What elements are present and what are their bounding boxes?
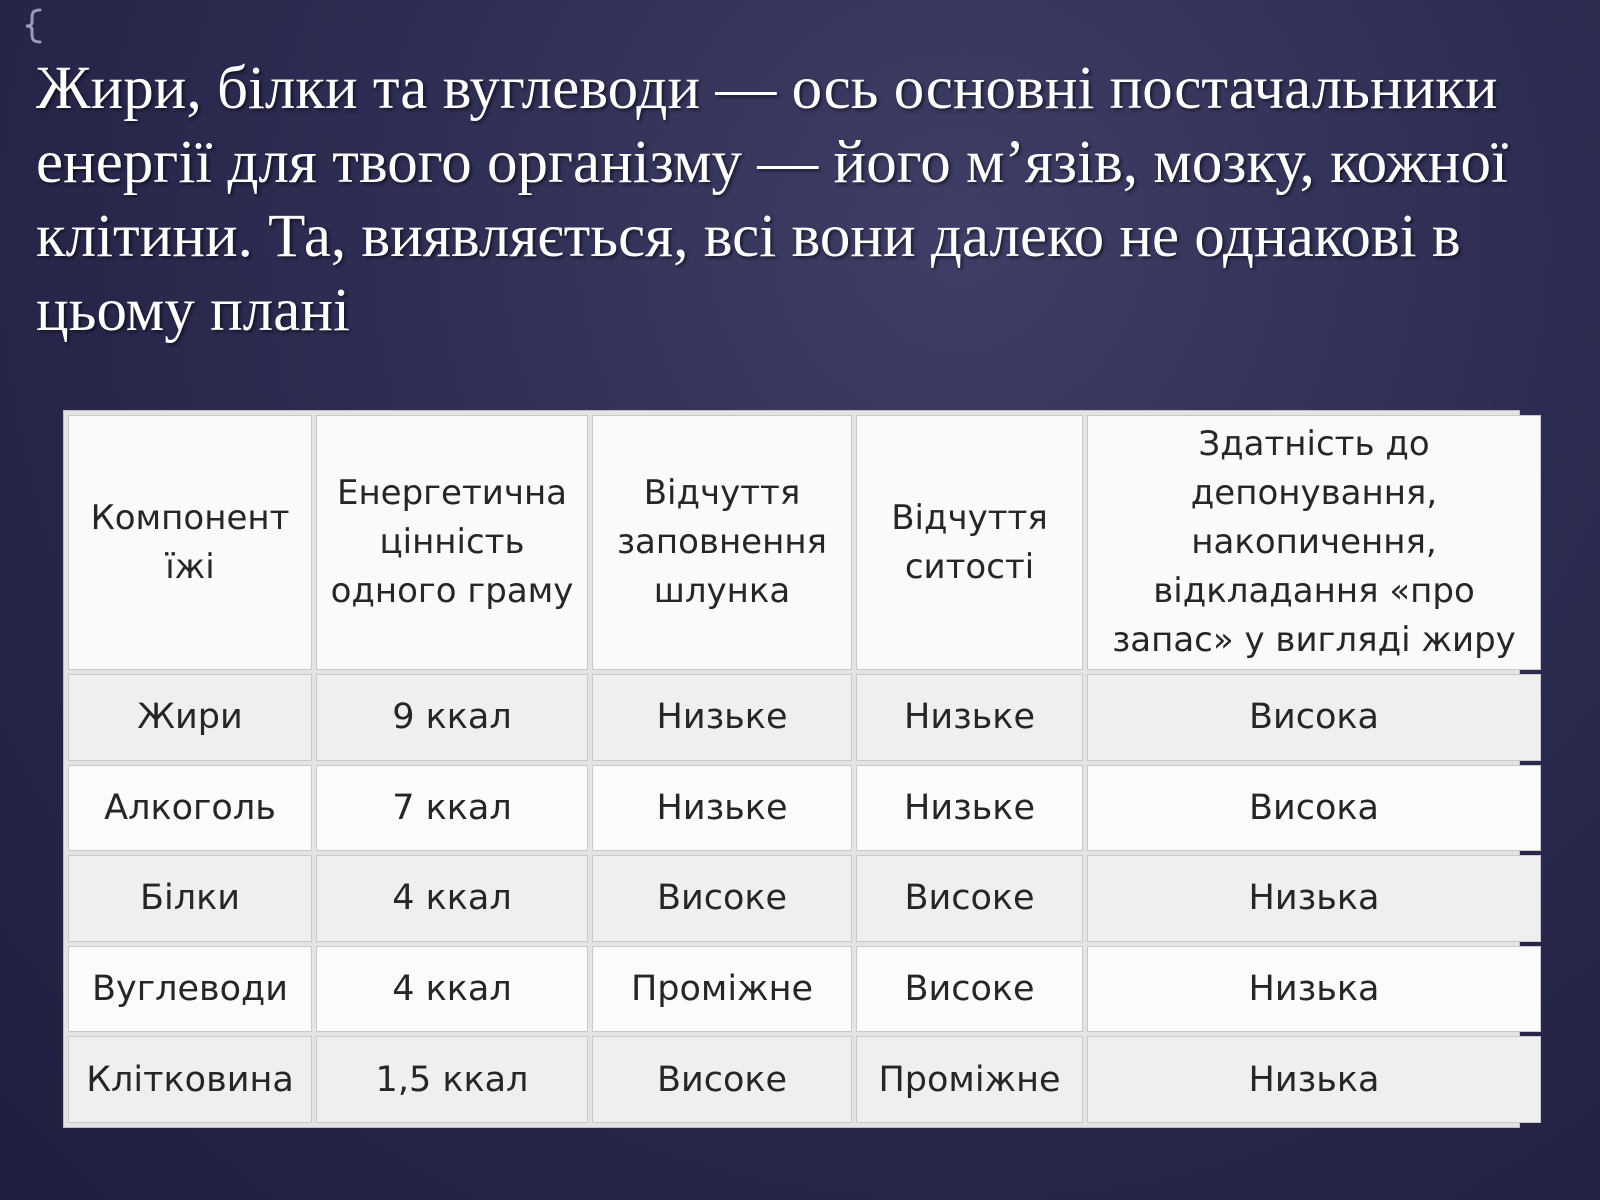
energy-cell: 9 ккал: [316, 674, 588, 761]
component-cell: Алкоголь: [68, 765, 312, 852]
component-cell: Вуглеводи: [68, 946, 312, 1033]
storage-cell: Низька: [1087, 946, 1541, 1033]
component-cell: Білки: [68, 855, 312, 942]
energy-cell: 4 ккал: [316, 946, 588, 1033]
storage-cell: Низька: [1087, 855, 1541, 942]
energy-cell: 4 ккал: [316, 855, 588, 942]
table-row: [68, 765, 1541, 852]
satiety-cell: Високе: [856, 855, 1083, 942]
header-energy-value: Енергетична цінність одного граму: [316, 415, 588, 670]
curly-brace-icon: [14, 6, 54, 46]
satiety-cell: Високе: [856, 946, 1083, 1033]
table-row: [68, 946, 1541, 1033]
satiety-cell: Проміжне: [856, 1036, 1083, 1123]
header-satiety: Відчуття ситості: [856, 415, 1083, 670]
fullness-cell: Високе: [592, 1036, 852, 1123]
component-cell: Клітковина: [68, 1036, 312, 1123]
fullness-cell: Низьке: [592, 765, 852, 852]
component-cell: Жири: [68, 674, 312, 761]
fullness-cell: Низьке: [592, 674, 852, 761]
slide-title: Жири, білки та вуглеводи — ось основні постачальники енергії для твого організму — його м’язів, мозку, кожної клітини. Та, виявляється, всі вони далеко не однакові в цьому плані: [36, 55, 1508, 344]
nutrition-table-container: [63, 410, 1520, 1128]
storage-cell: Низька: [1087, 1036, 1541, 1123]
energy-cell: 1,5 ккал: [316, 1036, 588, 1123]
header-food-component: Компонент їжі: [68, 415, 312, 670]
header-fat-storage: Здатність до депонування, накопичення, відкладання «про запас» у вигляді жиру: [1087, 415, 1541, 670]
storage-cell: Висока: [1087, 765, 1541, 852]
fullness-cell: Проміжне: [592, 946, 852, 1033]
fullness-cell: Високе: [592, 855, 852, 942]
table-row: [68, 855, 1541, 942]
header-row: [68, 415, 1541, 670]
table-row: [68, 1036, 1541, 1123]
nutrition-table: [64, 411, 1545, 1127]
satiety-cell: Низьке: [856, 674, 1083, 761]
energy-cell: 7 ккал: [316, 765, 588, 852]
table-row: [68, 674, 1541, 761]
storage-cell: Висока: [1087, 674, 1541, 761]
satiety-cell: Низьке: [856, 765, 1083, 852]
header-stomach-fullness: Відчуття заповнення шлунка: [592, 415, 852, 670]
